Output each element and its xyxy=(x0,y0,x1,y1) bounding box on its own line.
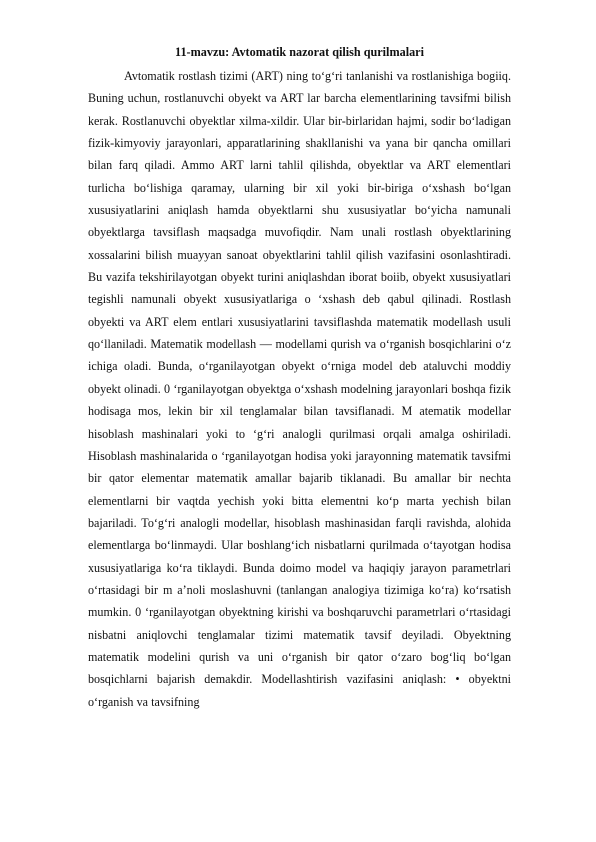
body-paragraph: Avtomatik rostlash tizimi (ART) ning to‘g‘ri tanlanishi va rostlanishiga bogiiq. Buning uchun, rostlanuvchi obyekt va ART lar barcha elementlarining tavsifmi bilish kerak. Rostlanuvchi obyektlar xilma-xildir. Ular bir-birlaridan hajmi, sodir bo‘ladigan fizik-kimyoviy jarayonlari, apparatlarining shakllanishi va yana bir qancha omillari bilan farq qiladi. Ammo ART larni tahlil qilishda, obyektlar va ART elementlari turlicha bo‘lishiga qaramay, ularning bir xil yoki bir-biriga o‘xshash bo‘lgan xususiyatlarini aniqlash hamda obyektlarni shu xususiyatlar bo‘yicha namunali obyektlarga tavsiflash maqsadga muvofiqdir. Nam unali rostlash obyektlarining xossalarini bilish muayyan sanoat obyektlarini tahlil qilish vazifasini osonlashtiradi. Bu vazifa tekshirilayotgan obyekt turini aniqlashdan iborat boiib, obyekt xususiyatlari tegishli namunali obyekt xususiyatlariga o ‘xshash deb qabul qilinadi. Rostlash obyekti va ART elem entlari xususiyatlarini tavsiflashda matematik modellash usuli qo‘llaniladi. Matematik modellash — modellami qurish va o‘rganish bosqichlarini o‘z ichiga oladi. Bunda, o‘rganilayotgan obyekt o‘rniga model deb ataluvchi moddiy obyekt olinadi. 0 ‘rganilayotgan obyektga o‘xshash modelning jarayonlari boshqa fizik hodisaga mos, lekin bir xil tenglamalar bilan tavsiflanadi. M atematik modellar hisoblash mashinalari yoki to ‘g‘ri analogli qurilmasi orqali amalga oshiriladi. Hisoblash mashinalarida o ‘rganilayotgan hodisa yoki jarayonning matematik tavsifmi bir qator elementar matematik amallar bajarib tiklanadi. Bu amallar bir nechta elementlarni bir vaqtda yechish yoki bitta elementni ko‘p marta yechish bilan bajariladi. To‘g‘ri analogli modellar, hisoblash mashinasidan farqli ravishda, alohida elementlarga bo‘linmaydi. Ular boshlang‘ich nisbatlarni qurilmada o‘tayotgan hodisa xususiyatlariga ko‘ra tiklaydi. Bunda doimo model va haqiqiy jarayon parametrlari o‘rtasidagi bir m a’noli moslashuvni (tanlangan analogiya tizimiga ko‘ra) ko‘rsatish mumkin. 0 ‘rganilayotgan obyektning kirishi va boshqaruvchi parametrlari o‘rtasidagi nisbatni aniqlovchi tenglamalar tizimi matematik tavsif deyiladi. Obyektning matematik modelini qurish va uni o‘rganish bir qator o‘zaro bog‘liq bo‘lgan bosqichlarni bajarish demakdir. Modellashtirish vazifasini aniqlash: • obyektni o‘rganish va tavsifning xyxy=(88,69,511,709)
page-title: 11-mavzu: Avtomatik nazorat qilish qurilmalari xyxy=(175,45,424,59)
document-page xyxy=(88,44,511,713)
